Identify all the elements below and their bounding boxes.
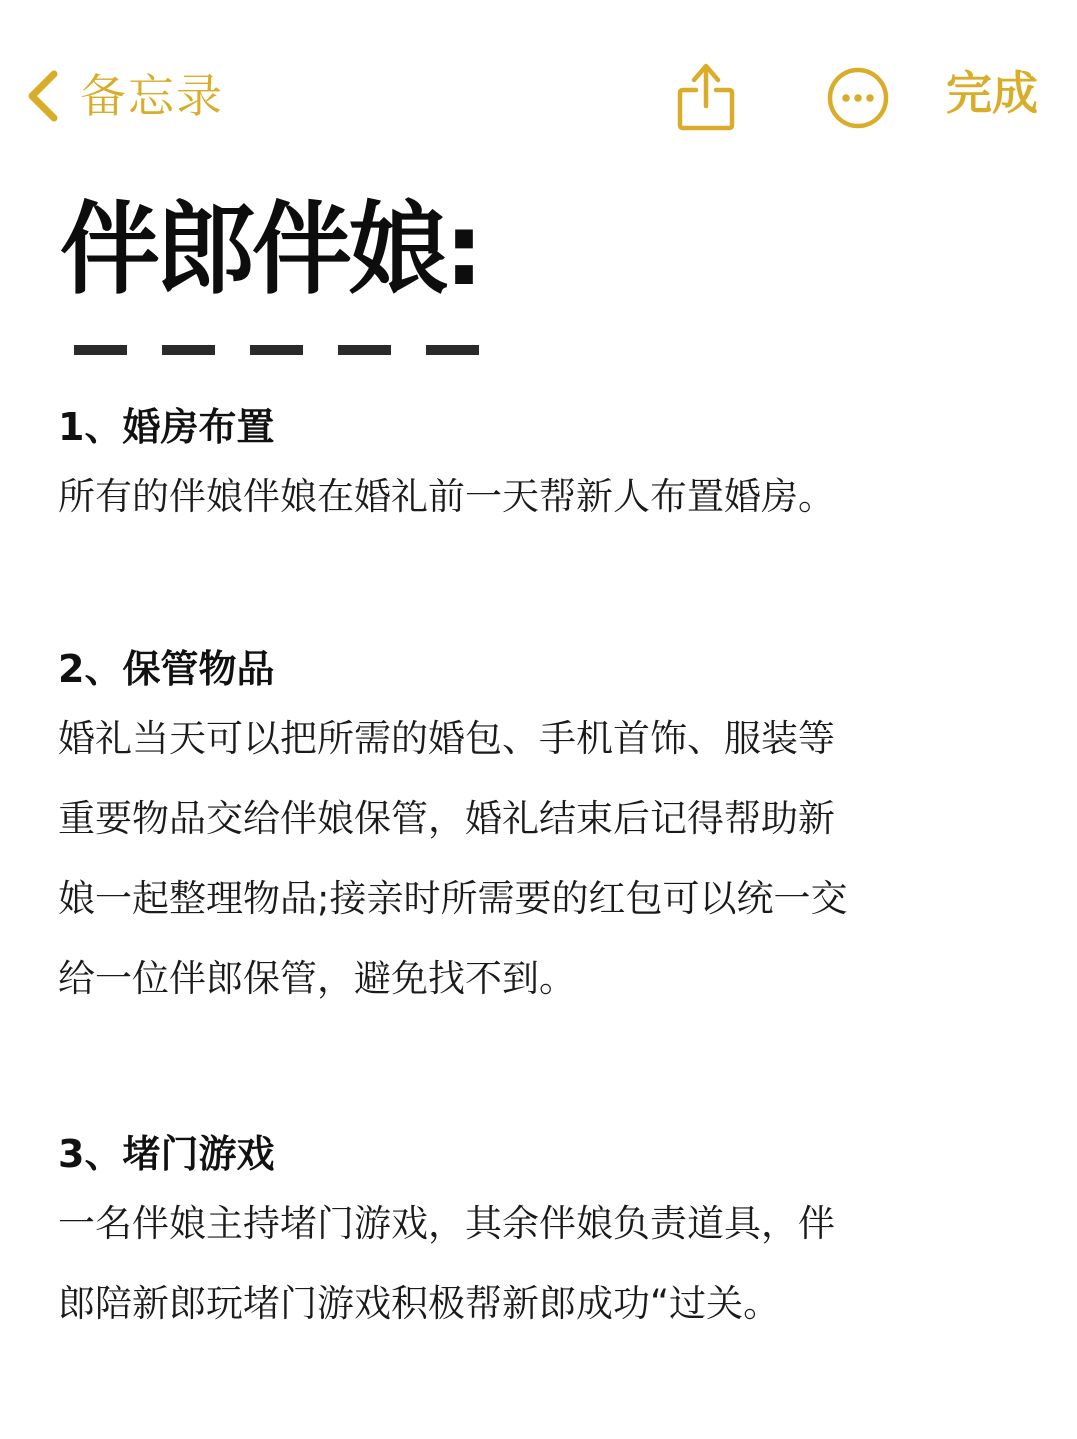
- section-line: 婚礼当天可以把所需的婚包、手机首饰、服装等: [58, 717, 835, 760]
- note-section: [58, 639, 1018, 1019]
- section-heading: 1、婚房布置: [58, 405, 275, 449]
- dash: [338, 345, 391, 355]
- more-icon[interactable]: [826, 66, 890, 130]
- navigation-bar: [0, 0, 1077, 190]
- section-line: 给一位伴郎保管，避免找不到。: [58, 957, 576, 1000]
- dash-divider: [74, 345, 479, 355]
- section-line: 郎陪新郎玩堵门游戏积极帮新郎成功“过关。: [58, 1282, 781, 1325]
- dash: [250, 345, 303, 355]
- note-section: [58, 397, 1018, 537]
- note-section: [58, 1124, 1018, 1344]
- chevron-left-icon: [22, 66, 64, 126]
- note-title[interactable]: 伴郎伴娘:: [60, 191, 480, 308]
- section-line: 一名伴娘主持堵门游戏，其余伴娘负责道具，伴: [58, 1202, 835, 1245]
- dash: [426, 345, 479, 355]
- back-button[interactable]: [22, 60, 224, 132]
- dash: [162, 345, 215, 355]
- section-heading: 3、堵门游戏: [58, 1132, 275, 1176]
- section-line: 重要物品交给伴娘保管，婚礼结束后记得帮助新: [58, 797, 835, 840]
- back-label: 备忘录: [80, 69, 224, 123]
- section-heading: 2、保管物品: [58, 647, 275, 691]
- section-line: 娘一起整理物品;接亲时所需要的红包可以统一交: [58, 877, 848, 920]
- dash: [74, 345, 127, 355]
- section-line: 所有的伴娘伴娘在婚礼前一天帮新人布置婚房。: [58, 475, 835, 518]
- share-icon[interactable]: [675, 58, 737, 134]
- done-button[interactable]: 完成: [946, 66, 1038, 120]
